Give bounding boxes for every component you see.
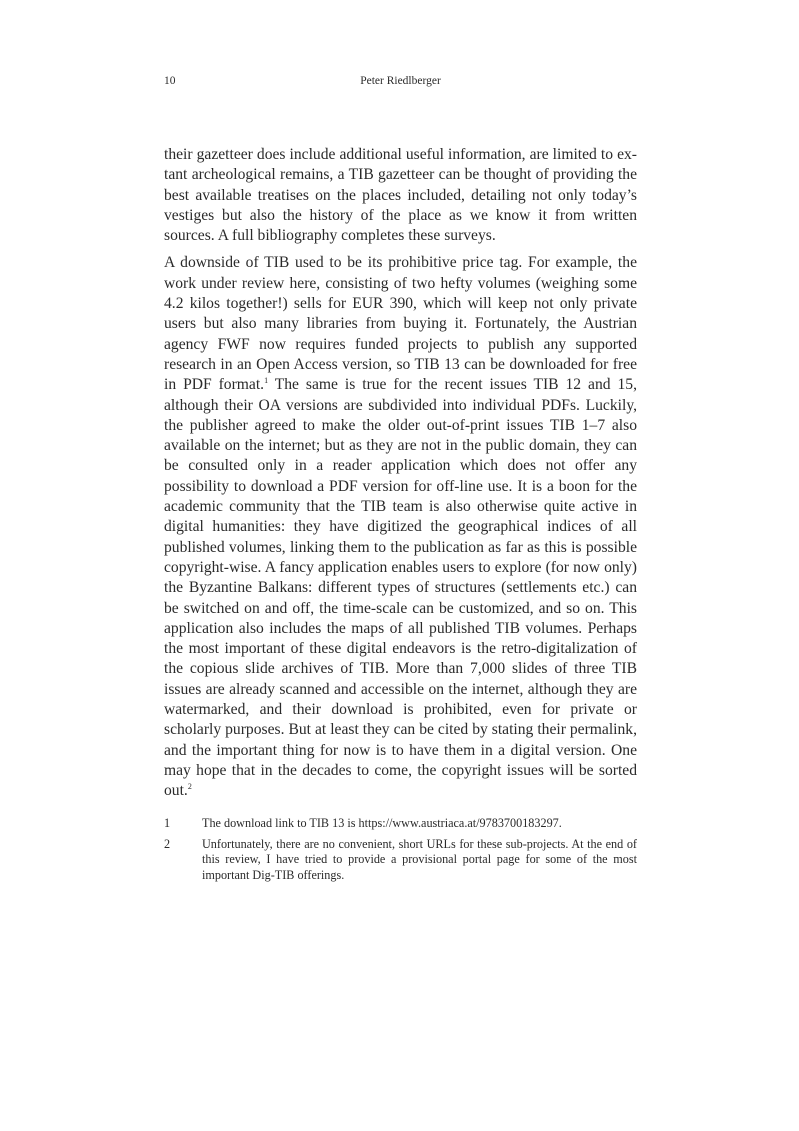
paragraph-1: their gazetteer does include additional useful information, are limited to extant archeological remains, a TIB gazetteer can be thought of providing the best available treatises on the places included, detailing not only today’s vestiges but also the history of the place as we know it from written sources. A full bibliography completes these surveys.	[164, 146, 637, 245]
footnote-1	[164, 816, 637, 831]
running-head-author: Peter Riedlberger	[360, 75, 441, 87]
paragraph-2-part-2: The same is true for the recent issues TIB 12 and 15, although their OA versions are subdivided into individual PDFs. Luckily, the publisher agreed to make the older out-of-print issues TIB 1–7 also available on the internet; but as they are not in the public domain, they can be consulted only in a reader application which does not offer any possibility to download a PDF version for off-line use. It is a boon for the academic community that the TIB team is also otherwise quite active in digital humanities: they have digitized the geographical indices of all published volumes, linking them to the publication as far as this is possible copyright-wise. A fancy application enables users to explore (for now only) the Byzantine Balkans: different types of structures (settlements etc.) can be switched on and off, the time-scale can be customized, and so on. This application also includes the maps of all published TIB volumes. Perhaps the most important of these digital endeavors is the retro-digitalization of the copious slide archives of TIB. More than 7,000 slides of three TIB issues are already scanned and accessible on the internet, although they are watermarked, and their download is prohibited, even for private or scholarly purposes. But at least they can be cited by stating their permalink, and the important thing for now is to have them in a digital version. One may hope that in the decades to come, the copyright issues will be sorted out.	[164, 376, 637, 800]
footnote-2	[164, 837, 637, 883]
main-text	[164, 145, 637, 809]
footnote-text: The download link to TIB 13 is https://www.austriaca.at/9783700183297.	[202, 816, 562, 830]
footnote-number: 2	[164, 837, 171, 852]
footnote-ref-2[interactable]: 2	[187, 782, 192, 792]
page-header	[164, 75, 637, 95]
footnote-text: Unfortunately, there are no convenient, short URLs for these sub-projects. At the end of this review, I have tried to provide a provisional portal page for some of the most important Dig-TIB offerings.	[202, 837, 637, 882]
paragraph-2-part-1: A downside of TIB used to be its prohibitive price tag. For example, the work under review here, consisting of two hefty volumes (weighing some 4.2 kilos together!) sells for EUR 390, which will keep not only private users but also many libraries from buying it. Fortunately, the Austrian agency FWF now requires funded projects to publish any supported research in an Open Access version, so TIB 13 can be downloaded for free in PDF format.	[164, 254, 637, 394]
footnote-number: 1	[164, 816, 171, 830]
page-number: 10	[164, 75, 176, 87]
footnotes	[164, 816, 637, 889]
footnote-ref-1[interactable]: 1	[264, 376, 269, 386]
paragraph-2	[164, 253, 637, 801]
